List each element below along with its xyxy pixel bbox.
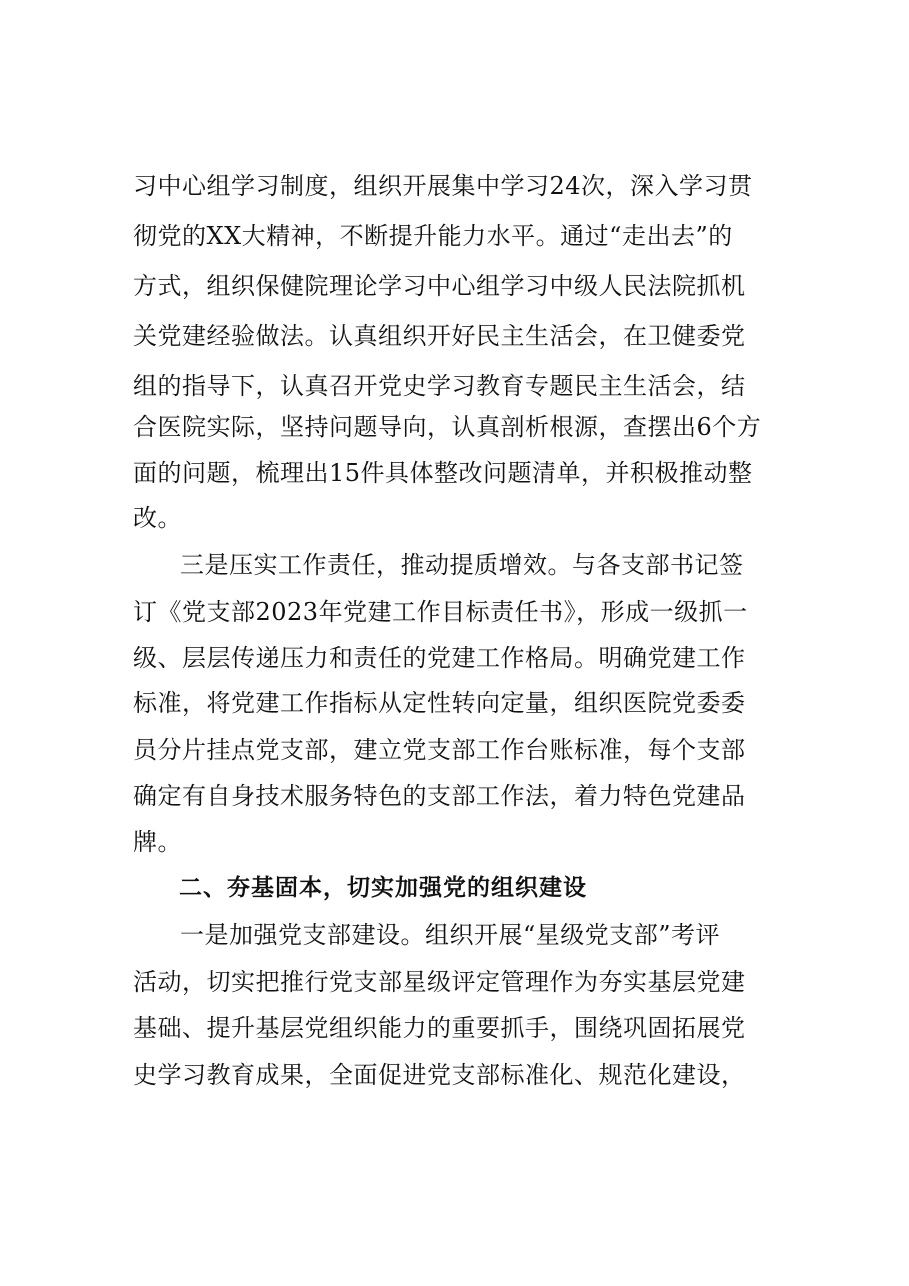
paragraph-line-19: 史学习教育成果，全面促进党支部标准化、规范化建设， bbox=[133, 1061, 746, 1089]
paragraph-line-1: 习中心组学习制度，组织开展集中学习24次，深入学习贯 bbox=[133, 172, 753, 200]
paragraph-line-14: 确定有自身技术服务特色的支部工作法，着力特色党建品 bbox=[133, 782, 746, 810]
paragraph-line-15: 牌。 bbox=[133, 828, 182, 856]
paragraph-line-9: 三是压实工作责任，推动提质增效。与各支部书记签 bbox=[180, 551, 744, 579]
section-heading: 二、夯基固本，切实加强党的组织建设 bbox=[179, 875, 587, 901]
paragraph-line-10: 订《党支部2023年党建工作目标责任书》，形成一级抓一 bbox=[133, 598, 748, 626]
paragraph-line-5: 组的指导下，认真召开党史学习教育专题民主生活会，结 bbox=[133, 372, 746, 400]
paragraph-line-4: 关党建经验做法。认真组织开好民主生活会，在卫健委党 bbox=[133, 322, 746, 350]
paragraph-line-8: 改。 bbox=[133, 504, 182, 532]
paragraph-line-2: 彻党的XX大精神，不断提升能力水平。通过“走出去”的 bbox=[133, 222, 733, 250]
paragraph-line-11: 级、层层传递压力和责任的党建工作格局。明确党建工作 bbox=[133, 644, 746, 672]
paragraph-line-6: 合医院实际，坚持问题导向，认真剖析根源，查摆出6个方 bbox=[133, 413, 762, 441]
paragraph-line-17: 活动，切实把推行党支部星级评定管理作为夯实基层党建 bbox=[133, 968, 746, 996]
paragraph-line-13: 员分片挂点党支部，建立党支部工作台账标准，每个支部 bbox=[133, 736, 746, 764]
paragraph-line-7: 面的问题，梳理出15件具体整改问题清单，并积极推动整 bbox=[133, 459, 753, 487]
paragraph-line-3: 方式，组织保健院理论学习中心组学习中级人民法院抓机 bbox=[133, 272, 746, 300]
paragraph-line-16: 一是加强党支部建设。组织开展“星级党支部”考评 bbox=[180, 921, 721, 949]
paragraph-line-18: 基础、提升基层党组织能力的重要抓手，围绕巩固拓展党 bbox=[133, 1014, 746, 1042]
paragraph-line-12: 标准，将党建工作指标从定性转向定量，组织医院党委委 bbox=[133, 689, 746, 717]
